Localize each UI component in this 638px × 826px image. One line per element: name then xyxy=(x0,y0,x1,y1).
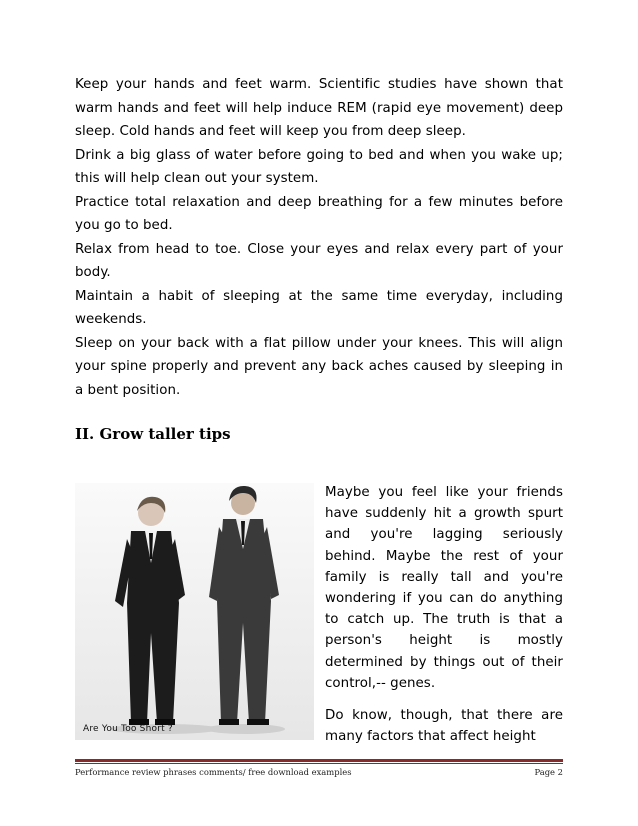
tip-item: Practice total relaxation and deep breathing for a few minutes before you go to bed. xyxy=(75,194,563,233)
tip-item: Maintain a habit of sleeping at the same time everyday, including weekends. xyxy=(75,288,563,327)
page-footer xyxy=(75,767,563,777)
sleep-tips-list xyxy=(75,73,563,402)
section-heading: II. Grow taller tips xyxy=(75,425,231,443)
tip-item: Relax from head to toe. Close your eyes and relax every part of your body. xyxy=(75,241,563,280)
body-paragraph: Do know, though, that there are many factors that affect height xyxy=(325,708,563,745)
photo-caption: Are You Too Short ? xyxy=(83,724,173,734)
footer-rule xyxy=(75,759,563,762)
body-text-column xyxy=(325,482,563,747)
footer-title: Performance review phrases comments/ free download examples xyxy=(75,767,352,777)
two-men-photo xyxy=(75,483,314,740)
tip-item: Drink a big glass of water before going to bed and when you wake up; this will help clean out your system. xyxy=(75,147,563,186)
tip-item: Sleep on your back with a flat pillow under your knees. This will align your spine properly and prevent any back aches caused by sleeping in a bent position. xyxy=(75,335,563,398)
two-men-illustration xyxy=(75,483,314,740)
tip-item: Keep your hands and feet warm. Scientific studies have shown that warm hands and feet will help induce REM (rapid eye movement) deep sleep. Cold hands and feet will keep you from deep sleep. xyxy=(75,77,563,139)
page-number: Page 2 xyxy=(534,767,563,777)
body-paragraph: Maybe you feel like your friends have suddenly hit a growth spurt and you're lagging seriously behind. Maybe the rest of your family is really tall and you're wondering if you can do anything to catch up. The truth is that a person's height is mostly determined by things out of their control,-- genes. xyxy=(325,485,563,691)
footer-rule-thin xyxy=(75,763,563,764)
